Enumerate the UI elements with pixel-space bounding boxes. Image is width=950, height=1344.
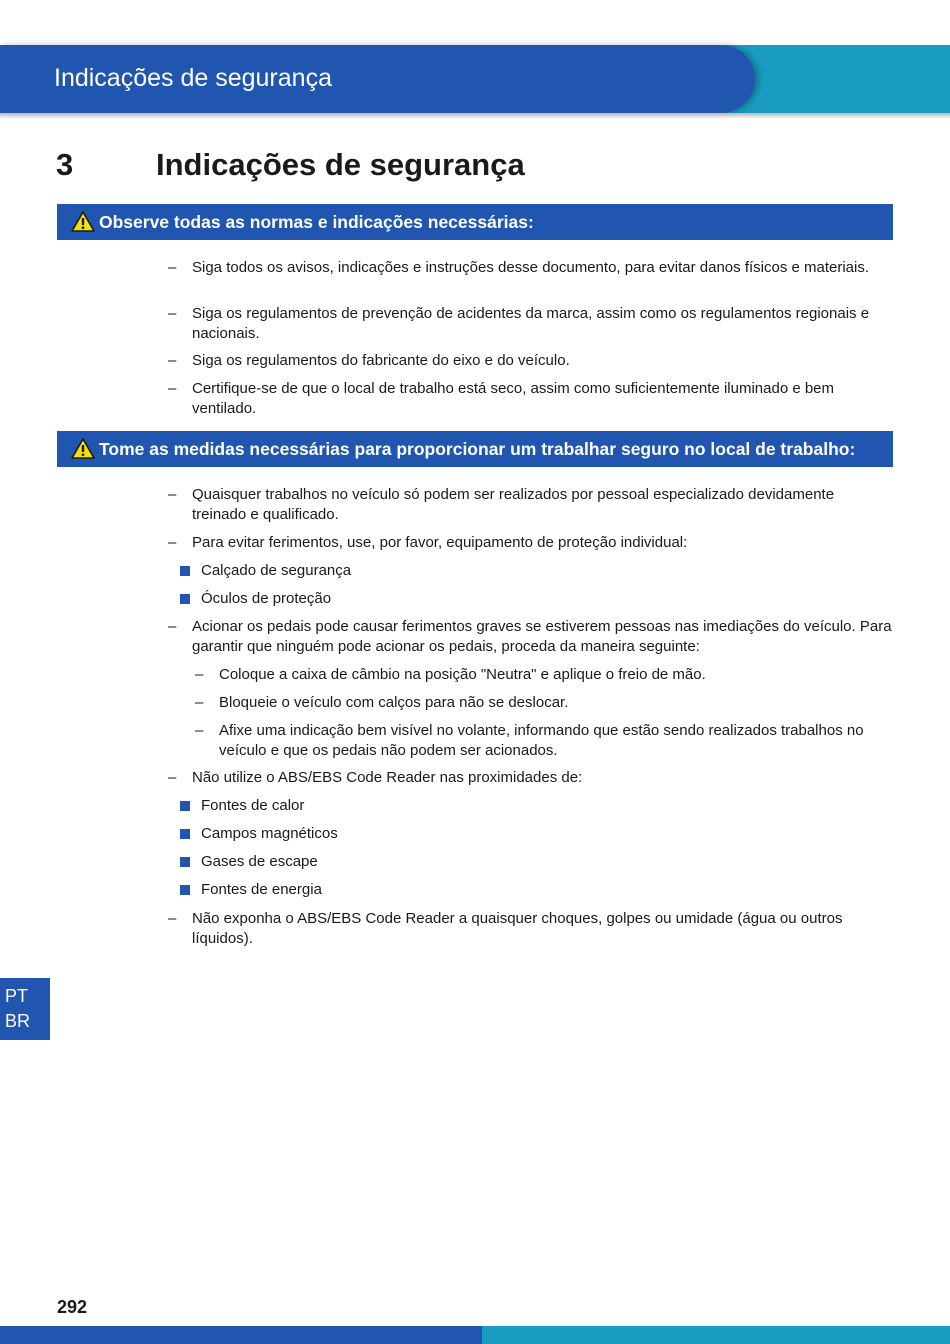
dash-bullet: – [195,666,204,683]
dash-bullet: – [168,769,177,786]
source-item [201,852,318,872]
chapter-title: Indicações de segurança [156,147,525,182]
square-bullet [180,885,190,895]
footer-bar-teal [482,1326,950,1344]
warning-bar-2 [57,431,893,467]
source-item [201,880,322,900]
footer-bar-blue [0,1326,482,1344]
list-item [168,379,892,418]
square-bullet [180,801,190,811]
pedal-step-text: Afixe uma indicação bem visível no volante, informando que estão sendo realizados trabalhos no veículo e que os pedais não podem ser acionados. [219,722,864,759]
list-item [168,304,892,343]
region-code: BR [5,1011,31,1031]
chapter-number: 3 [56,147,74,182]
list-item [168,768,892,788]
ppe-item [201,589,331,609]
dash-bullet: – [195,722,204,739]
dash-bullet: – [168,486,177,503]
list-item-text: Não utilize o ABS/EBS Code Reader nas proximidades de: [192,769,583,786]
source-item-text: Fontes de calor [201,797,305,814]
square-bullet [180,566,190,576]
dash-bullet: – [168,618,177,635]
pedal-step [195,693,891,713]
list-item-text: Quaisquer trabalhos no veículo só podem ser realizados por pessoal especializado devidamente treinado e qualificado. [192,486,835,523]
list-item [168,533,892,553]
dash-bullet: – [195,694,204,711]
dash-bullet: – [168,259,177,276]
list-item-text: Acionar os pedais pode causar ferimentos graves se estiverem pessoas nas imediações do veículo. Para garantir que ninguém pode acionar os pedais, proceda da maneira seguinte: [192,618,892,655]
dash-bullet: – [168,305,177,322]
list-item-text: Certifique-se de que o local de trabalho está seco, assim como suficientemente iluminado e bem ventilado. [192,380,835,417]
ppe-item [201,561,351,581]
warning-icon [71,438,95,459]
ppe-item-text: Óculos de proteção [201,590,332,607]
list-item-text: Siga todos os avisos, indicações e instruções desse documento, para evitar danos físicos e materiais. [192,259,870,276]
list-item [168,617,892,656]
dash-bullet: – [168,910,177,927]
pedal-step [195,665,891,685]
pedal-step-text: Bloqueie o veículo com calços para não se deslocar. [219,694,569,711]
header-title: Indicações de segurança [54,64,332,92]
source-item-text: Campos magnéticos [201,825,338,842]
list-item-text: Siga os regulamentos de prevenção de acidentes da marca, assim como os regulamentos regionais e nacionais. [192,305,870,342]
source-item [201,824,338,844]
source-item-text: Fontes de energia [201,881,322,898]
header-shadow [0,113,950,119]
source-item-text: Gases de escape [201,853,318,870]
square-bullet [180,829,190,839]
list-item [168,351,892,371]
square-bullet [180,857,190,867]
pedal-step-text: Coloque a caixa de câmbio na posição "Neutra" e aplique o freio de mão. [219,666,706,683]
page-number: 292 [57,1297,88,1317]
ppe-item-text: Calçado de segurança [201,562,352,579]
dash-bullet: – [168,380,177,397]
warning-text-2: Tome as medidas necessárias para proporcionar um trabalhar seguro no local de trabalho: [99,439,856,459]
list-item-text: Para evitar ferimentos, use, por favor, equipamento de proteção individual: [192,534,688,551]
list-item-text: Não exponha o ABS/EBS Code Reader a quaisquer choques, golpes ou umidade (água ou outros líquidos). [192,910,843,947]
dash-bullet: – [168,534,177,551]
warning-icon [71,211,95,232]
dash-bullet: – [168,352,177,369]
language-tab [0,978,50,1040]
square-bullet [180,594,190,604]
warning-bar-1 [57,204,893,240]
pedal-step [195,721,891,760]
warning-text-1: Observe todas as normas e indicações necessárias: [99,212,534,232]
list-item [168,258,892,278]
source-item [201,796,304,816]
list-item-text: Siga os regulamentos do fabricante do eixo e do veículo. [192,352,570,369]
language-code: PT [5,986,29,1006]
list-item [168,909,892,948]
list-item [168,485,892,524]
